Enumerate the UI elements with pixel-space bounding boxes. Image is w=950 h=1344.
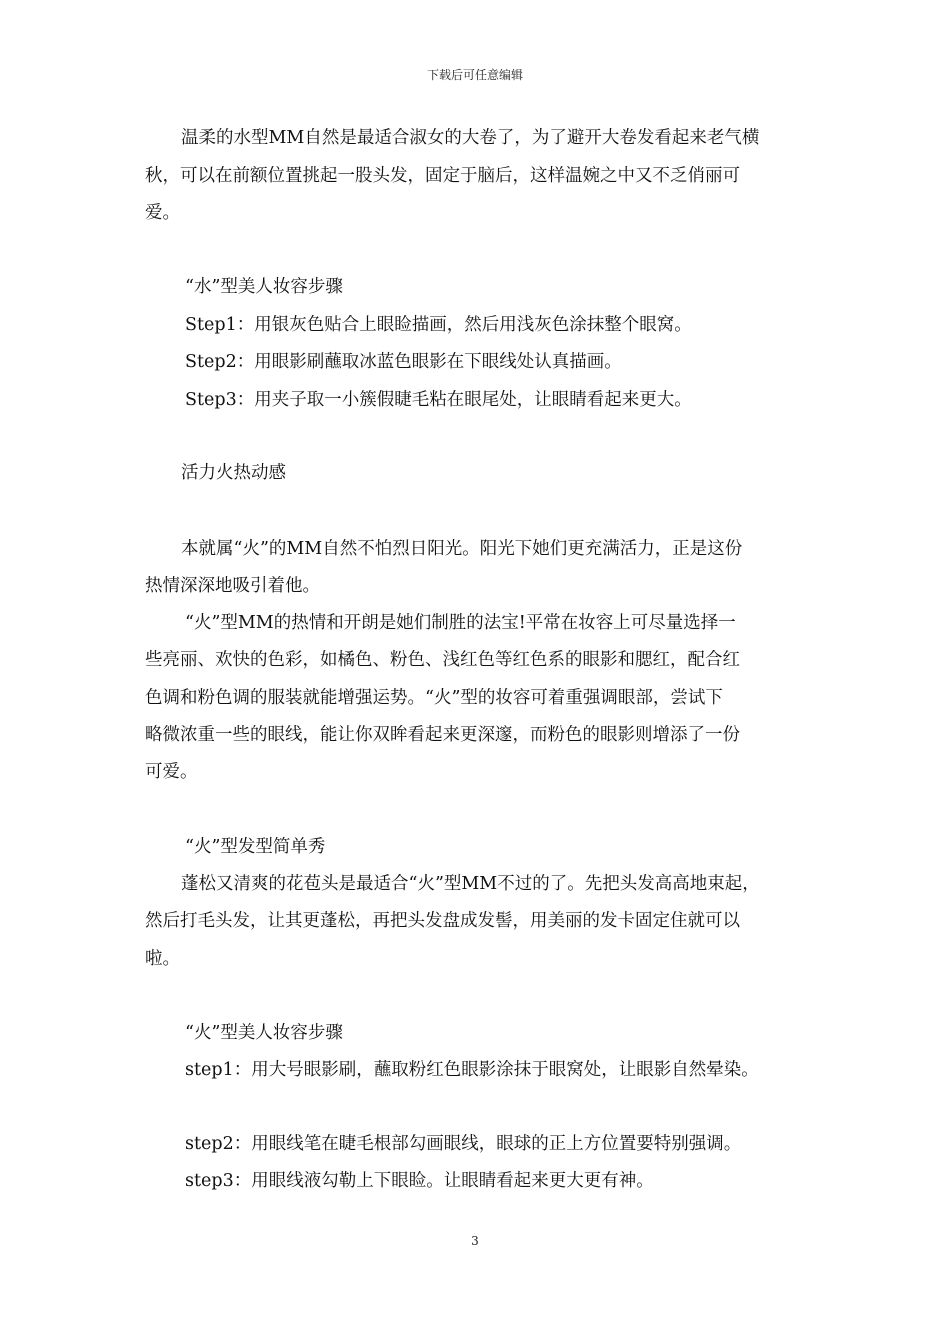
page-number: 3	[471, 1234, 479, 1248]
paragraph-line: 蓬松又清爽的花苞头是最适合“火”型MM不过的了。先把头发高高地束起，	[181, 874, 760, 894]
paragraph-line: 略微浓重一些的眼线，能让你双眸看起来更深邃，而粉色的眼影则增添了一份	[145, 725, 740, 745]
paragraph-line: 热情深深地吸引着他。	[145, 576, 320, 596]
paragraph-line: 爱。	[145, 203, 180, 223]
page-header: 下载后可任意编辑	[426, 68, 523, 82]
step-line: Step3：用夹子取一小簇假睫毛粘在眼尾处，让眼睛看起来更大。	[185, 390, 692, 410]
section-title: “火”型美人妆容步骤	[185, 1023, 343, 1043]
paragraph-line: “火”型MM的热情和开朗是她们制胜的法宝!平常在妆容上可尽量选择一	[185, 613, 736, 633]
paragraph-line: 秋，可以在前额位置挑起一股头发，固定于脑后，这样温婉之中又不乏俏丽可	[145, 166, 740, 186]
section-title: “水”型美人妆容步骤	[185, 277, 343, 297]
step-line: step1：用大号眼影刷，蘸取粉红色眼影涂抹于眼窝处，让眼影自然晕染。	[185, 1060, 759, 1080]
step-line: Step2：用眼影刷蘸取冰蓝色眼影在下眼线处认真描画。	[185, 352, 622, 372]
step-line: step3：用眼线液勾勒上下眼睑。让眼睛看起来更大更有神。	[185, 1171, 654, 1191]
section-heading: 活力火热动感	[181, 463, 286, 483]
paragraph-line: 本就属“火”的MM自然不怕烈日阳光。阳光下她们更充满活力，正是这份	[181, 539, 743, 559]
step-line: step2：用眼线笔在睫毛根部勾画眼线，眼球的正上方位置要特别强调。	[185, 1134, 742, 1154]
paragraph-line: 温柔的水型MM自然是最适合淑女的大卷了，为了避开大卷发看起来老气横	[181, 128, 760, 148]
paragraph-line: 啦。	[145, 949, 180, 969]
paragraph-line: 色调和粉色调的服装就能增强运势。“火”型的妆容可着重强调眼部，尝试下	[145, 688, 723, 708]
paragraph-line: 然后打毛头发，让其更蓬松，再把头发盘成发髻，用美丽的发卡固定住就可以	[145, 911, 740, 931]
paragraph-line: 可爱。	[145, 762, 198, 782]
step-line: Step1：用银灰色贴合上眼睑描画，然后用浅灰色涂抹整个眼窝。	[185, 315, 692, 335]
section-title: “火”型发型简单秀	[185, 837, 326, 857]
paragraph-line: 些亮丽、欢快的色彩，如橘色、粉色、浅红色等红色系的眼影和腮红，配合红	[145, 650, 740, 670]
